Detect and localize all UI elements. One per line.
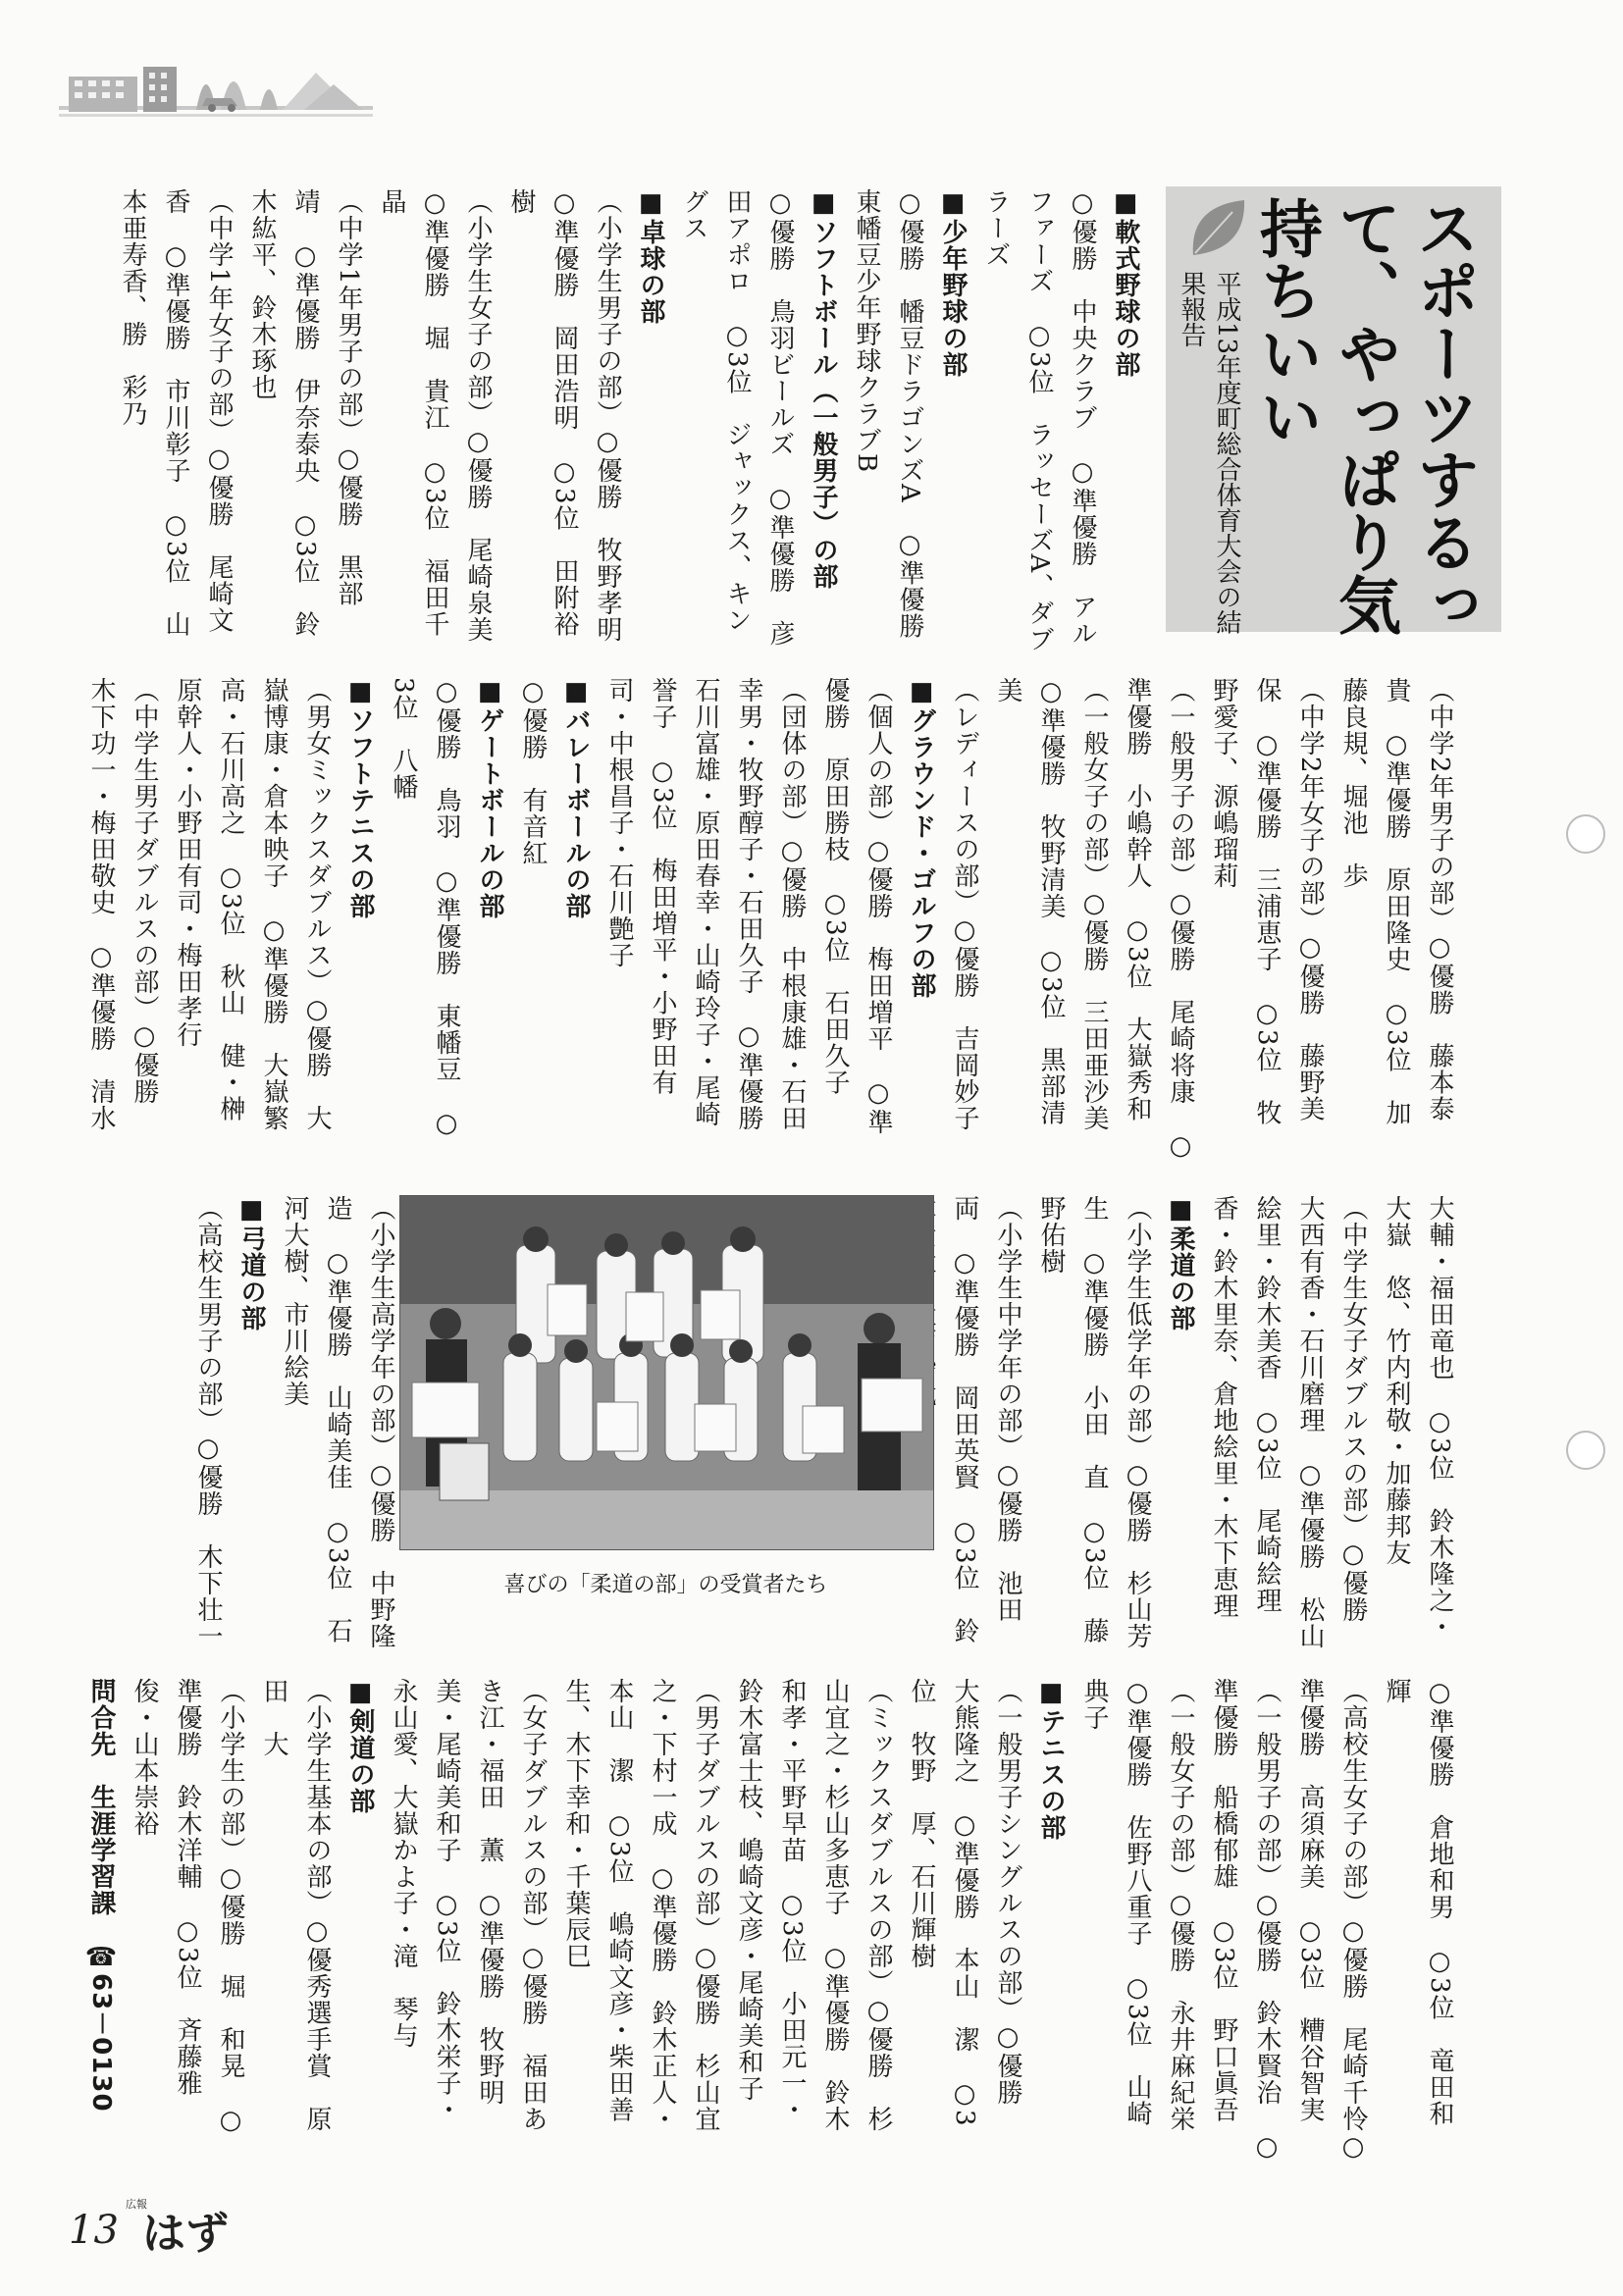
- result-line: ○優勝 中央クラブ ○準優勝 アル: [1068, 188, 1097, 647]
- result-line: 大西有香・石川磨理 ○準優勝 松山: [1295, 1195, 1325, 1649]
- result-line: 田アポロ ○3位 ジャックス、キン: [722, 188, 752, 634]
- publication-logo: はず: [142, 2209, 229, 2259]
- punch-hole-lower: [1566, 1431, 1605, 1470]
- photo-caption: 喜びの「柔道の部」の受賞者たち: [503, 1573, 828, 1597]
- result-line: ○優勝 鳥羽 ○準優勝 東幡豆 ○: [432, 677, 461, 1139]
- result-line: （男女ミックスダブルス）○優勝 大: [302, 677, 332, 1131]
- result-line: 生 ○準優勝 小田 直 ○3位 藤: [1079, 1195, 1109, 1644]
- result-line: 東幡豆少年野球クラブB: [852, 188, 881, 474]
- result-line: （男子ダブルスの部）○優勝 杉山宜: [691, 1678, 720, 2132]
- section-heading: ■グラウンド・ゴルフの部: [907, 677, 936, 999]
- article-title: スポーツするっ て、やっぱり気 持ちいい: [1249, 196, 1479, 636]
- result-line: 鈴木富士枝、嶋崎文彦・尾崎美和子: [734, 1678, 763, 2102]
- result-line: 和孝・平野早苗 ○3位 小田元一・: [777, 1678, 807, 2123]
- result-line: 樹: [506, 188, 536, 215]
- page-number: 13: [69, 2208, 119, 2253]
- section-heading: ■ソフトテニスの部: [345, 677, 375, 919]
- result-line: 美: [993, 677, 1022, 704]
- section-heading: ■ゲートボールの部: [475, 677, 504, 919]
- result-line: ○準優勝 牧野清美 ○3位 黒部清: [1036, 677, 1066, 1126]
- publication-label: 広報: [126, 2198, 147, 2211]
- article-title-box: [1166, 186, 1501, 636]
- result-line: ラーズ: [981, 188, 1011, 268]
- result-line: （小学生中学年の部）○優勝 池田: [993, 1195, 1022, 1623]
- result-line: 幸男・牧野醇子・石田久子 ○準優勝: [734, 677, 763, 1131]
- result-line: （中学生男子ダブルスの部）○優勝: [130, 677, 159, 1105]
- results-middle: [79, 677, 1461, 1162]
- result-line: ○優勝 有音紅: [518, 677, 548, 866]
- result-line: 野愛子、源嶋瑠莉: [1209, 677, 1238, 889]
- result-line: 田 大: [259, 1678, 288, 1757]
- section-heading: ■軟式野球の部: [1111, 188, 1140, 378]
- result-line: 木下功一・梅田敬史 ○準優勝 清水: [86, 677, 116, 1131]
- result-line: 靖 ○準優勝 伊奈泰央 ○3位 鈴: [290, 188, 320, 638]
- result-line: 藤良規、堀池 歩: [1338, 677, 1368, 889]
- result-line: 大嶽 悠、竹内利敬・加藤邦友: [1382, 1195, 1411, 1566]
- section-heading: ■少年野球の部: [938, 188, 968, 378]
- result-line: 野佑樹: [1036, 1195, 1066, 1275]
- result-line: 両 ○準優勝 岡田英賢 ○3位 鈴: [950, 1195, 979, 1644]
- leaf-icon: [1187, 196, 1248, 265]
- result-line: ファーズ ○3位 ラッセーズA、ダブ: [1024, 188, 1054, 653]
- result-line: （一般男子の部）○優勝 鈴木賢治 ○: [1252, 1678, 1282, 2163]
- result-line: （女子ダブルスの部）○優勝 福田あ: [518, 1678, 548, 2132]
- result-line: 香 ○準優勝 市川彰子 ○3位 山: [161, 188, 190, 638]
- result-line: （中学1年女子の部）○優勝 尾崎文: [204, 188, 234, 634]
- result-line: 輝: [1382, 1678, 1411, 1704]
- result-line: ○優勝 鳥羽ビールズ ○準優勝 彦: [765, 188, 795, 647]
- result-line: 準優勝 高須麻美 ○3位 糟谷智実: [1295, 1678, 1325, 2123]
- result-line: 典子: [1079, 1678, 1109, 1731]
- result-line: 嶽博康・倉本映子 ○準優勝 大嶽繁: [259, 677, 288, 1131]
- result-line: 生、木下幸和・千葉辰巳: [561, 1678, 591, 1969]
- result-line: 晶: [377, 188, 406, 215]
- result-line: （小学生基本の部）○優秀選手賞 原: [302, 1678, 332, 2132]
- result-line: 河大樹、市川絵美: [280, 1195, 309, 1407]
- result-line: （小学生男子の部）○優勝 牧野孝明: [593, 188, 622, 643]
- result-line: 準優勝 船橋郁雄 ○3位 野口眞吾: [1209, 1678, 1238, 2123]
- result-line: （ミックスダブルスの部）○優勝 杉: [864, 1678, 893, 2132]
- section-heading: ■弓道の部: [236, 1195, 266, 1331]
- result-line: 本亜寿香、勝 彩乃: [118, 188, 147, 427]
- result-line: （中学2年女子の部）○優勝 藤野美: [1295, 677, 1325, 1122]
- result-line: 貴 ○準優勝 原田隆史 ○3位 加: [1382, 677, 1411, 1126]
- results-upper-right: [111, 188, 1147, 653]
- result-line: 準優勝 小嶋幹人 ○3位 大嶽秀和: [1123, 677, 1152, 1122]
- result-line: （レディースの部）○優勝 吉岡妙子: [950, 677, 979, 1131]
- result-line: 高・石川高之 ○3位 秋山 健・榊: [216, 677, 245, 1122]
- results-lower: [79, 1678, 1461, 2163]
- result-line: （小学生の部）○優勝 堀 和晃 ○: [216, 1678, 245, 2136]
- result-line: （一般男子の部）○優勝 尾崎将康 ○: [1166, 677, 1195, 1162]
- result-line: 石川富雄・原田春幸・山崎玲子・尾崎: [691, 677, 720, 1127]
- result-line: グス: [679, 188, 708, 241]
- result-line: 香・鈴木里奈、倉地絵里・木下恵理: [1209, 1195, 1238, 1619]
- result-line: 誉子 ○3位 梅田増平・小野田有: [648, 677, 677, 1096]
- result-line: 木紘平、鈴木琢也: [247, 188, 277, 400]
- result-line: 絵里・鈴木美香 ○3位 尾崎絵理: [1252, 1195, 1282, 1614]
- result-line: 司・中根昌子・石川艶子: [604, 677, 634, 968]
- result-line: 山宜之・杉山多恵子 ○準優勝 鈴木: [820, 1678, 850, 2132]
- result-line: 準優勝 鈴木洋輔 ○3位 斉藤雅: [173, 1678, 202, 2097]
- result-line: （団体の部）○優勝 中根康雄・石田: [777, 677, 807, 1131]
- town-skyline-decoration: [59, 49, 373, 128]
- punch-hole-upper: [1566, 814, 1605, 854]
- result-line: ○準優勝 倉地和男 ○3位 竜田和: [1425, 1678, 1454, 2127]
- result-line: （高校生男子の部）○優勝 木下壮一: [193, 1195, 223, 1649]
- result-line: （中学2年男子の部）○優勝 藤本泰: [1425, 677, 1454, 1122]
- section-heading: ■バレーボールの部: [561, 677, 591, 919]
- section-heading: 問合先 生涯学習課 ☎63－0130: [86, 1678, 116, 2113]
- result-line: 大熊隆之 ○準優勝 本山 潔 ○3: [950, 1678, 979, 2127]
- result-line: （一般男子シングルスの部）○優勝: [993, 1678, 1022, 2106]
- section-heading: ■剣道の部: [345, 1678, 375, 1814]
- result-line: （一般女子の部）○優勝 三田亜沙美: [1079, 677, 1109, 1131]
- result-line: 俊・山本崇裕: [130, 1678, 159, 1837]
- result-line: 原幹人・小野田有司・梅田孝行: [173, 677, 202, 1048]
- section-heading: ■卓球の部: [636, 188, 665, 325]
- result-line: 優勝 原田勝枝 ○3位 石田久子: [820, 677, 850, 1096]
- result-line: 保 ○準優勝 三浦恵子 ○3位 牧: [1252, 677, 1282, 1126]
- result-line: 本山 潔 ○3位 嶋崎文彦・柴田善: [604, 1678, 634, 2123]
- result-line: き江・福田 薫 ○準優勝 牧野明: [475, 1678, 504, 2106]
- result-line: ○準優勝 佐野八重子 ○3位 山崎: [1123, 1678, 1152, 2127]
- result-line: （中学1年男子の部）○優勝 黒部: [334, 188, 363, 607]
- result-line: 之・下村一成 ○準優勝 鈴木正人・: [648, 1678, 677, 2132]
- result-line: （個人の部）○優勝 梅田増平 ○準: [864, 677, 893, 1135]
- result-line: 位 牧野 厚、石川輝樹: [907, 1678, 936, 1969]
- result-line: （小学生低学年の部）○優勝 杉山芳: [1123, 1195, 1152, 1649]
- result-line: （小学生高学年の部）○優勝 中野隆: [366, 1195, 395, 1649]
- result-line: （小学生女子の部）○優勝 尾崎泉美: [463, 188, 493, 643]
- result-line: （一般女子の部）○優勝 永井麻紀栄: [1166, 1678, 1195, 2132]
- result-line: 永山愛、大嶽かよ子・滝 琴与: [389, 1678, 418, 2049]
- section-heading: ■柔道の部: [1166, 1195, 1195, 1331]
- article-subtitle: 平成13年度町総合体育大会の結 果報告: [1177, 271, 1241, 636]
- result-line: （中学生女子ダブルスの部）○優勝: [1338, 1195, 1368, 1623]
- result-line: ○準優勝 堀 貴江 ○3位 福田千: [420, 188, 449, 638]
- section-heading: ■ソフトボール（一般男子）の部: [809, 188, 838, 590]
- results-photo-left: [186, 1195, 402, 1649]
- result-line: 大輔・福田竜也 ○3位 鈴木隆之・: [1425, 1195, 1454, 1641]
- result-line: ○優勝 幡豆ドラゴンズA ○準優勝: [895, 188, 924, 640]
- result-line: ○準優勝 岡田浩明 ○3位 田附裕: [550, 188, 579, 638]
- result-line: （高校生女子の部）○優勝 尾崎千怜○: [1338, 1678, 1368, 2163]
- result-line: 美・尾崎美和子 ○3位 鈴木栄子・: [432, 1678, 461, 2123]
- judo-award-photo: [399, 1195, 934, 1550]
- results-photo-right: [900, 1195, 1461, 1649]
- result-line: 3位 八幡: [389, 677, 418, 801]
- section-heading: ■テニスの部: [1036, 1678, 1066, 1841]
- result-line: 造 ○準優勝 山崎美佳 ○3位 石: [323, 1195, 352, 1644]
